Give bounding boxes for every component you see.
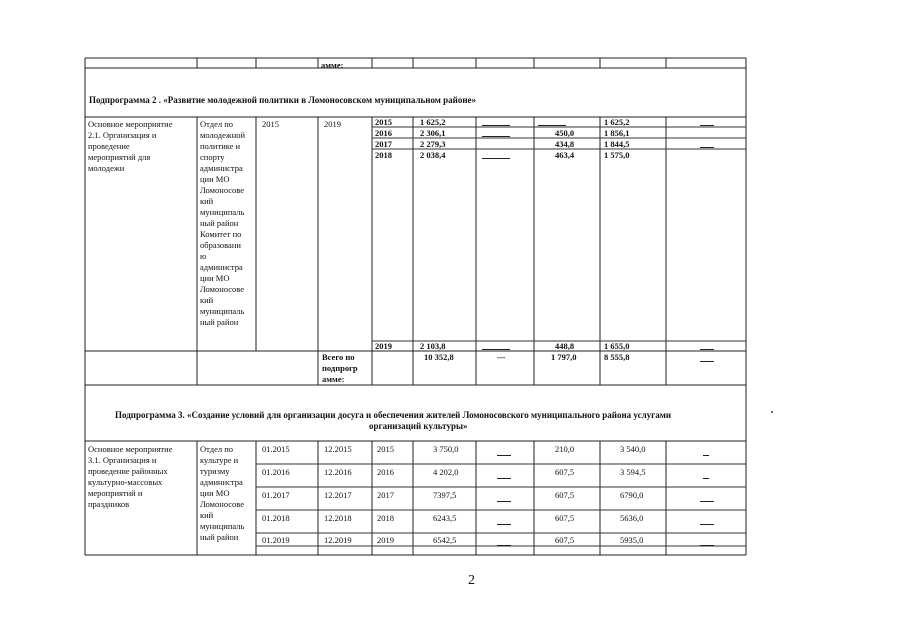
executor-line: образовани: [200, 240, 241, 250]
dash-mark: [703, 478, 709, 479]
total-cell: 2 306,1: [420, 128, 446, 138]
year-cell: 2018: [375, 150, 392, 160]
dash-mark: [700, 545, 714, 546]
executor-line: ции МО: [200, 174, 230, 184]
total-label-line: подпрогр: [322, 363, 358, 373]
dash-mark: [700, 361, 714, 362]
measure-line: 2.1. Организация и: [88, 130, 157, 140]
measure-line: праздников: [88, 499, 130, 509]
executor-line: муниципаль: [200, 521, 245, 531]
measure-line: 3.1. Организация и: [88, 455, 157, 465]
year-cell: 2016: [375, 128, 392, 138]
total-cell: 6243,5: [433, 513, 457, 523]
start-date-cell: 01.2018: [262, 513, 290, 523]
regional-cell: 210,0: [555, 444, 575, 454]
start-date-cell: 01.2015: [262, 444, 290, 454]
executor-line: Комитет по: [200, 229, 242, 239]
executor-line: культуре и: [200, 455, 239, 465]
year-cell: 2019: [377, 535, 394, 545]
dash-mark: [497, 545, 511, 546]
dash-mark: [538, 125, 566, 126]
end-date-cell: 12.2017: [324, 490, 352, 500]
measure-line: молодежи: [88, 163, 125, 173]
executor-line: туризму: [200, 466, 230, 476]
dash-mark: [497, 524, 511, 525]
regional-cell: 607,5: [555, 513, 575, 523]
total-cell: 3 750,0: [433, 444, 459, 454]
regional-cell: 450,0: [555, 128, 575, 138]
dash-mark: [497, 455, 511, 456]
executor-line: кий: [200, 510, 214, 520]
dash-mark: [703, 455, 709, 456]
dash-mark: [482, 125, 510, 126]
measure-line: культурно-массовых: [88, 477, 163, 487]
dash-mark: [700, 524, 714, 525]
regional-cell: 607,5: [555, 467, 575, 477]
end-date-cell: 12.2019: [324, 535, 352, 545]
dash-mark: [700, 349, 714, 350]
federal-total-cell: ---: [497, 352, 506, 362]
year-cell: 2017: [375, 139, 392, 149]
regional-cell: 607,5: [555, 535, 575, 545]
executor-line: кий: [200, 295, 214, 305]
total-label-line: амме:: [322, 374, 345, 384]
local-cell: 1 844,5: [604, 139, 630, 149]
regional-cell: 607,5: [555, 490, 575, 500]
measure-line: проведение: [88, 141, 130, 151]
subprogram2-end: 2019: [324, 119, 341, 129]
start-date-cell: 01.2019: [262, 535, 290, 545]
year-cell: 2015: [377, 444, 394, 454]
total-label-line: Всего по: [322, 352, 355, 362]
dash-mark: [497, 501, 511, 502]
year-cell: 2016: [377, 467, 394, 477]
measure-line: Основное мероприятие: [88, 444, 173, 454]
total-cell: 4 202,0: [433, 467, 459, 477]
local-cell: 1 625,2: [604, 117, 630, 127]
executor-line: Ломоносове: [200, 499, 245, 509]
executor-line: ный район: [200, 218, 239, 228]
executor-line: администра: [200, 163, 243, 173]
top-fragment-label: амме:: [321, 60, 344, 70]
total-cell: 2 103,8: [420, 341, 446, 351]
year-cell: 2018: [377, 513, 394, 523]
executor-line: Ломоносове: [200, 185, 245, 195]
dash-mark: [700, 125, 714, 126]
executor-line: ции МО: [200, 488, 230, 498]
executor-line: Отдел по: [200, 119, 234, 129]
total-cell: 2 038,4: [420, 150, 446, 160]
subprogram3-title: Подпрограмма 3. «Создание условий для организации досуга и обеспечения жителей Ломоносовского муниципального района услугами: [115, 410, 672, 420]
total-cell: 2 279,3: [420, 139, 446, 149]
end-date-cell: 12.2016: [324, 467, 352, 477]
executor-line: ный район: [200, 317, 239, 327]
measure-line: Основное мероприятие: [88, 119, 173, 129]
regional-cell: 463,4: [555, 150, 575, 160]
local-cell: 3 540,0: [620, 444, 646, 454]
subprogram3-title-cont: организаций культуры»: [369, 421, 468, 431]
start-date-cell: 01.2016: [262, 467, 290, 477]
total-cell: 6542,5: [433, 535, 457, 545]
executor-line: кий: [200, 196, 214, 206]
total-cell: 1 625,2: [420, 117, 446, 127]
start-date-cell: 01.2017: [262, 490, 290, 500]
dash-mark: [700, 147, 714, 148]
executor-line: молодежной: [200, 130, 246, 140]
regional-cell: 434,8: [555, 139, 575, 149]
executor-line: Отдел по: [200, 444, 234, 454]
executor-line: муниципаль: [200, 306, 245, 316]
executor-line: администра: [200, 262, 243, 272]
local-total-cell: 8 555,8: [604, 352, 630, 362]
local-cell: 1 856,1: [604, 128, 630, 138]
dash-mark: [700, 501, 714, 502]
executor-line: спорту: [200, 152, 225, 162]
regional-cell: 448,8: [555, 341, 575, 351]
measure-line: мероприятий и: [88, 488, 143, 498]
dash-mark: [482, 136, 510, 137]
executor-line: муниципаль: [200, 207, 245, 217]
grand-total-cell: 10 352,8: [424, 352, 454, 362]
local-cell: 6790,0: [620, 490, 644, 500]
year-cell: 2017: [377, 490, 394, 500]
page-number: 2: [468, 573, 475, 588]
measure-line: проведение районных: [88, 466, 168, 476]
scan-speck: [771, 411, 773, 413]
subprogram2-start: 2015: [262, 119, 279, 129]
dash-mark: [497, 478, 511, 479]
executor-line: Ломоносове: [200, 284, 245, 294]
year-cell: 2019: [375, 341, 392, 351]
local-cell: 3 594,5: [620, 467, 646, 477]
executor-line: ции МО: [200, 273, 230, 283]
regional-total-cell: 1 797,0: [551, 352, 577, 362]
total-cell: 7397,5: [433, 490, 457, 500]
end-date-cell: 12.2018: [324, 513, 352, 523]
executor-line: администра: [200, 477, 243, 487]
subprogram2-title: Подпрограмма 2 . «Развитие молодежной политики в Ломоносовском муниципальном районе»: [89, 95, 477, 105]
measure-line: мероприятий для: [88, 152, 151, 162]
local-cell: 5935,0: [620, 535, 644, 545]
dash-mark: [482, 158, 510, 159]
year-cell: 2015: [375, 117, 392, 127]
local-cell: 5636,0: [620, 513, 644, 523]
executor-line: ный район: [200, 532, 239, 542]
executor-line: политике и: [200, 141, 241, 151]
executor-line: ю: [200, 251, 207, 261]
local-cell: 1 655,0: [604, 341, 630, 351]
local-cell: 1 575,0: [604, 150, 630, 160]
end-date-cell: 12.2015: [324, 444, 352, 454]
dash-mark: [482, 349, 510, 350]
